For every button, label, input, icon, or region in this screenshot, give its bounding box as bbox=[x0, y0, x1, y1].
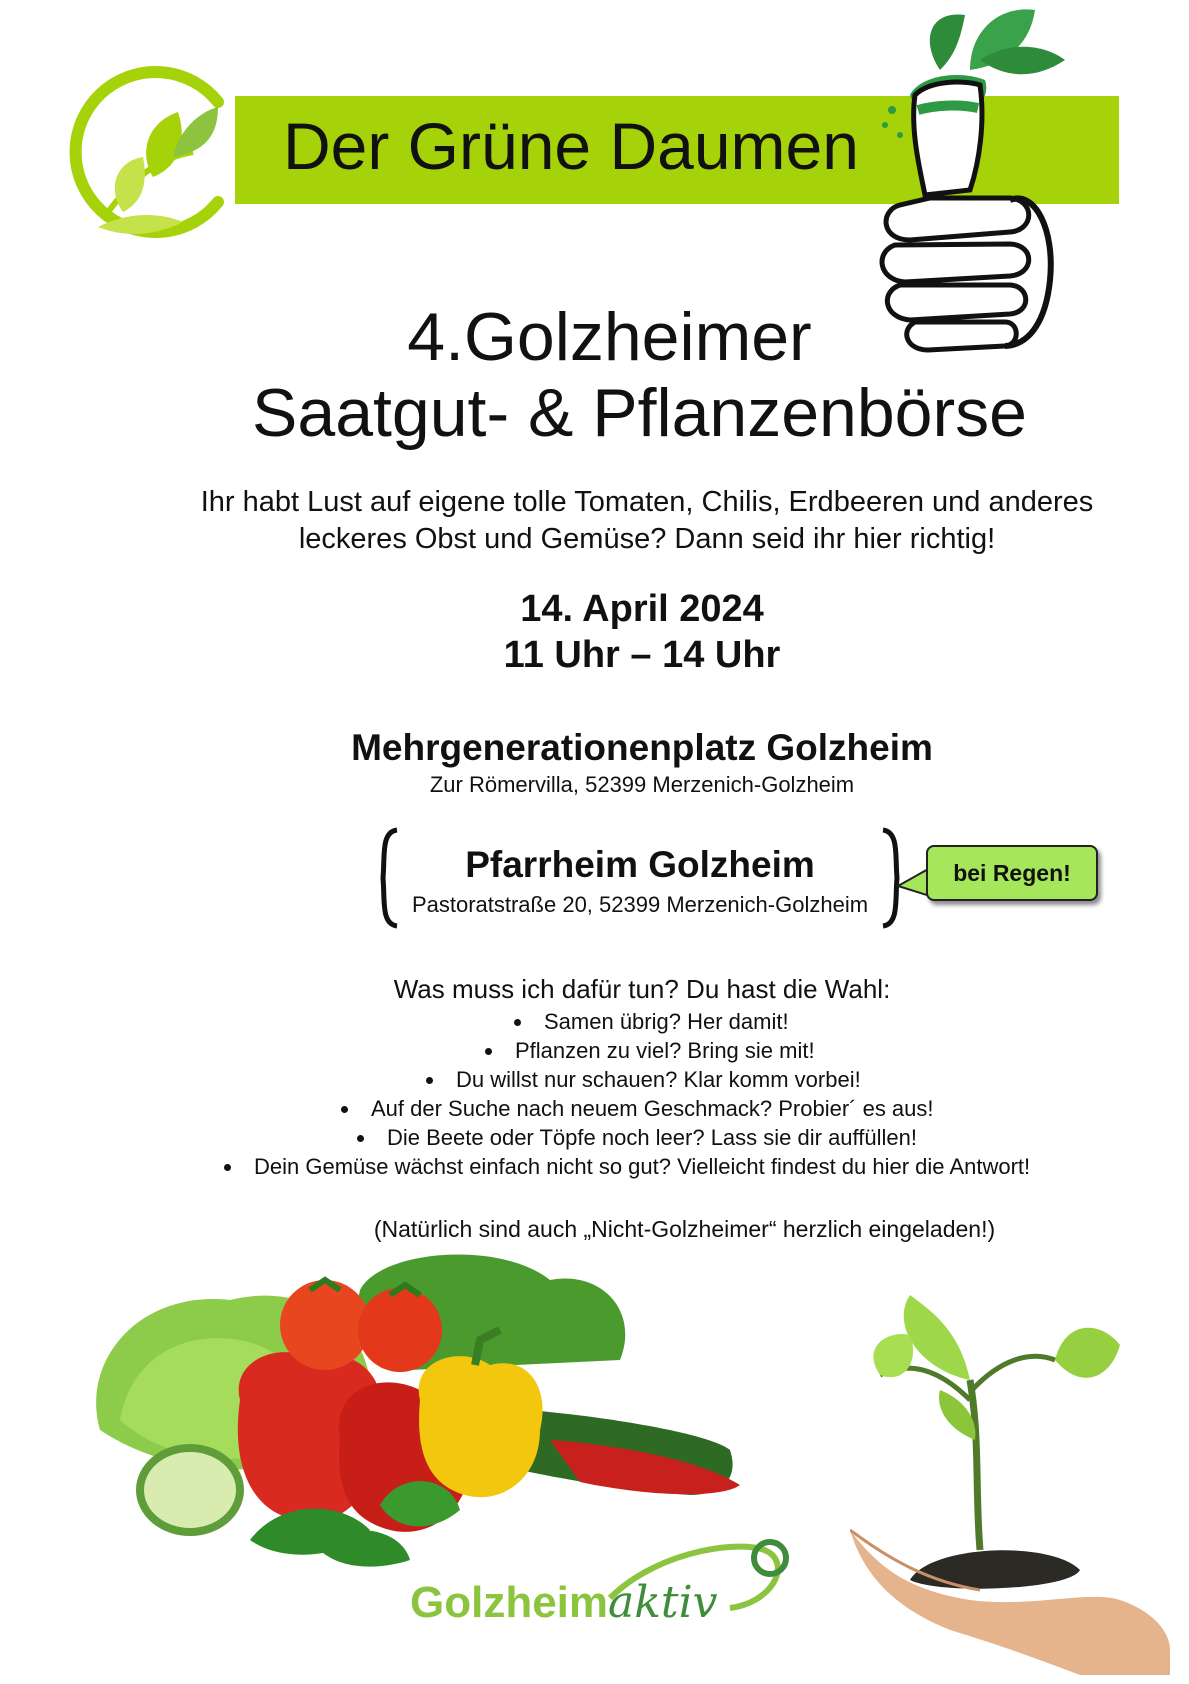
event-time: 11 Uhr – 14 Uhr bbox=[503, 634, 781, 676]
venue-address: Zur Römervilla, 52399 Merzenich-Golzheim bbox=[429, 772, 855, 797]
callout-pointer bbox=[896, 866, 930, 900]
list-item: Samen übrig? Her damit! bbox=[544, 1008, 789, 1036]
list-item: Dein Gemüse wächst einfach nicht so gut? Vielleicht findest du hier die Antwort! bbox=[254, 1153, 1030, 1181]
intro-text bbox=[0, 484, 1189, 558]
brand-logo bbox=[410, 1578, 718, 1628]
bullet-icon bbox=[426, 1077, 433, 1084]
rain-callout: bei Regen! bbox=[926, 845, 1098, 901]
brand-sub: aktiv bbox=[608, 1577, 718, 1628]
options-question: Was muss ich dafür tun? Du hast die Wahl: bbox=[393, 974, 891, 1004]
bullet-icon bbox=[341, 1106, 348, 1113]
bullet-icon bbox=[224, 1164, 231, 1171]
list-item: Pflanzen zu viel? Bring sie mit! bbox=[515, 1037, 815, 1065]
intro-line2: leckeres Obst und Gemüse? Dann seid ihr hier richtig! bbox=[298, 523, 996, 555]
alt-venue-address: Pastoratstraße 20, 52399 Merzenich-Golzheim bbox=[411, 892, 869, 917]
leaf-logo-icon bbox=[68, 62, 238, 238]
banner-title: Der Grüne Daumen bbox=[283, 109, 859, 183]
seedling-hand-image bbox=[850, 1290, 1170, 1675]
list-item: Die Beete oder Töpfe noch leer? Lass sie dir auffüllen! bbox=[387, 1124, 917, 1152]
list-item: Auf der Suche nach neuem Geschmack? Probier´ es aus! bbox=[371, 1095, 934, 1123]
event-datetime bbox=[0, 586, 1189, 678]
brand-main: Golzheim bbox=[410, 1578, 609, 1627]
event-date: 14. April 2024 bbox=[520, 588, 764, 630]
event-title-line1: 4.Golzheimer bbox=[407, 299, 812, 375]
bullet-icon bbox=[514, 1019, 521, 1026]
invitation-note: (Natürlich sind auch „Nicht-Golzheimer“ herzlich eingeladen!) bbox=[373, 1216, 996, 1242]
alt-venue-name: Pfarrheim Golzheim bbox=[465, 844, 815, 885]
vegetables-image bbox=[80, 1250, 790, 1570]
list-item: Du willst nur schauen? Klar komm vorbei! bbox=[456, 1066, 861, 1094]
bullet-icon bbox=[357, 1135, 364, 1142]
event-title-line2: Saatgut- & Pflanzenbörse bbox=[252, 375, 1027, 451]
venue-name: Mehrgenerationenplatz Golzheim bbox=[351, 727, 933, 768]
intro-line1: Ihr habt Lust auf eigene tolle Tomaten, Chilis, Erdbeeren und anderes bbox=[200, 486, 1094, 518]
bullet-icon bbox=[485, 1048, 492, 1055]
